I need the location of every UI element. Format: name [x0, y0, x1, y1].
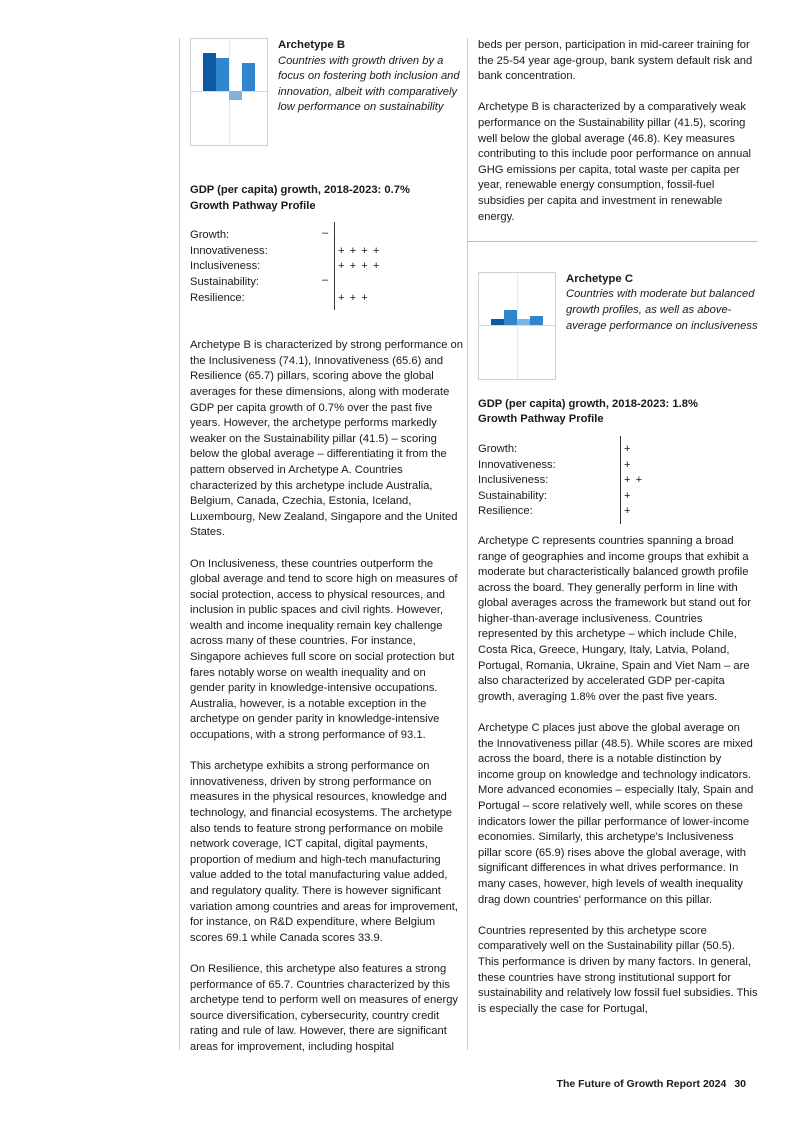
archetype-c-title: Archetype C — [566, 272, 634, 285]
archetype-b-gdp-block — [190, 183, 463, 214]
profile-value: + — [624, 458, 632, 471]
profile-label: Resilience: — [190, 291, 245, 304]
page-footer — [557, 1078, 746, 1090]
archetype-c-header — [478, 272, 758, 380]
page-number: 30 — [734, 1078, 746, 1090]
profile-label: Innovativeness: — [190, 244, 268, 257]
archetype-b-subtitle: Countries with growth driven by a focus on fostering both inclusion and innovation, albeit with comparatively low performance on sustainability — [278, 54, 460, 114]
profile-value: – — [322, 273, 330, 286]
archetype-b-growth-profile — [190, 228, 463, 306]
body-paragraph: Archetype B is characterized by strong performance on the Inclusiveness (74.1), Innovativeness (65.6) and Resilience (65.7) pillars, scoring above the global averages for these dimensions, along with moderate GDP per capita growth of 0.7% over the past five years. However, the archetype performs markedly weaker on the Sustainability pillar (41.5) – scoring below the global average – differentiating it from the pattern observed in Archetype A. Countries characterized by this archetype include Australia, Belgium, Canada, Czechia, Estonia, Iceland, Luxembourg, New Zealand, Singapore and the United States. — [190, 339, 463, 539]
profile-value: – — [322, 227, 330, 240]
archetype-b-header — [190, 38, 463, 146]
archetype-c-gdp-title: GDP (per capita) growth, 2018-2023: 1.8% — [478, 397, 698, 410]
archetype-b-title: Archetype B — [278, 39, 346, 51]
body-paragraph: This archetype exhibits a strong performance on innovativeness, driven by strong performance on measures in the physical resources, knowledge and technology, and financial ecosystems. The archetype also tends to feature strong performance on mobile network coverage, ICT capital, digital payments, proportion of medium and high-tech manufacturing value added to the total manufacturing value added, and regulatory quality. There is however significant variation among countries and areas for improvement, for instance, on R&D expenditure, where Belgium scores 69.1 while Canada scores 33.9. — [190, 760, 459, 944]
profile-value: + + + — [338, 291, 369, 304]
body-paragraph: Archetype B is characterized by a comparatively weak performance on the Sustainability pillar (41.5), scoring well below the global average (46.8). Key measures contributing to this include poor performance on annual GHG emissions per capita, total waste per capita per year, renewable energy consumption, fossil-fuel subsidies per capita and investment in renewable energy. — [478, 101, 752, 223]
profile-label: Innovativeness: — [478, 458, 556, 471]
profile-label: Inclusiveness: — [478, 474, 549, 487]
archetype-b-heading — [278, 38, 463, 146]
body-paragraph: Countries represented by this archetype score comparatively well on the Sustainability pillar (50.5). This performance is driven by many factors. In general, these countries have strong institutional support for sustainability and relatively low fossil fuel subsidies. This is especially the case for Portugal, — [478, 924, 758, 1015]
profile-label: Growth: — [190, 229, 230, 242]
body-paragraph: Archetype C represents countries spanning a broad range of geographies and income groups that exhibit a moderate but characteristically balanced growth profile across the board. They generally perform in line with global averages across the framework but stand out for higher-than-average inclusiveness. Countries represented by this archetype – which include Chile, Costa Rica, Greece, Hungary, Italy, Latvia, Poland, Portugal, Romania, Ukraine, Spain and Viet Nam – are also characterized by accelerated GDP per-capita growth, averaging 1.8% over the past five years. — [478, 534, 751, 703]
profile-label: Sustainability: — [190, 275, 260, 288]
body-paragraph: Archetype C places just above the global average on the Innovativeness pillar (48.5). While scores are mixed across the board, there is a notable distinction by income group on knowledge and technology indicators. More advanced economies – especially Italy, Spain and Portugal – score relatively well, while scores on these indicators lower the pillar performance of lower-income economies. Similarly, this archetype's Inclusiveness pillar score (65.9) rises above the global average, with significant differences in what drives performance. In many cases, however, high levels of wealth inequality drag down countries' performance on this pillar. — [478, 722, 754, 906]
body-paragraph: On Inclusiveness, these countries outperform the global average and tend to score high on measures of social protection, access to physical resources, and inclusion in public spaces and civil rights. However, wealth and income inequality remain key challenge across many of these countries. For instance, Singapore achieves full score on social protection but fares notably worse on wealth inequality and on gender parity in knowledge-intensive occupations. Australia, however, is a notable exception in the archetype on gender parity in knowledge-intensive occupations, with a strong performance of 93.1. — [190, 557, 458, 742]
archetype-c-heading — [566, 272, 758, 380]
profile-value: + + — [624, 474, 644, 487]
archetype-b-gdp-title: GDP (per capita) growth, 2018-2023: 0.7% — [190, 184, 410, 196]
profile-value: + — [624, 505, 632, 518]
profile-label: Sustainability: — [478, 489, 548, 502]
left-column — [179, 38, 463, 1053]
report-title: The Future of Growth Report 2024 — [556, 1078, 727, 1090]
archetype-c-subtitle: Countries with moderate but balanced growth profiles, as well as above-average performance on inclusiveness — [566, 288, 758, 332]
body-paragraph: beds per person, participation in mid-career training for the 25-54 year age-group, bank system default risk and bank concentration. — [478, 39, 753, 83]
archetype-b-chart-icon — [190, 38, 268, 146]
body-paragraph: On Resilience, this archetype also features a strong performance of 65.7. Countries characterized by this archetype tend to perform well on measures of energy source diversification, cybersecurity, country credit rating and rule of law. However, there are significant areas for improvement, including hospital — [190, 962, 459, 1053]
profile-value: + + + + — [338, 244, 381, 257]
profile-value: + — [624, 489, 632, 502]
section-divider — [468, 241, 758, 242]
archetype-c-chart-icon — [478, 272, 556, 380]
profile-label: Growth: — [478, 442, 518, 455]
profile-value: + + + + — [338, 260, 381, 273]
archetype-c-profile-title: Growth Pathway Profile — [478, 413, 604, 426]
archetype-c-growth-profile — [478, 442, 758, 520]
archetype-b-profile-title: Growth Pathway Profile — [190, 199, 316, 212]
profile-label: Resilience: — [478, 505, 533, 518]
profile-value: + — [624, 442, 632, 455]
right-column — [467, 38, 758, 1050]
archetype-c-gdp-block — [478, 397, 758, 428]
profile-label: Inclusiveness: — [190, 260, 261, 273]
